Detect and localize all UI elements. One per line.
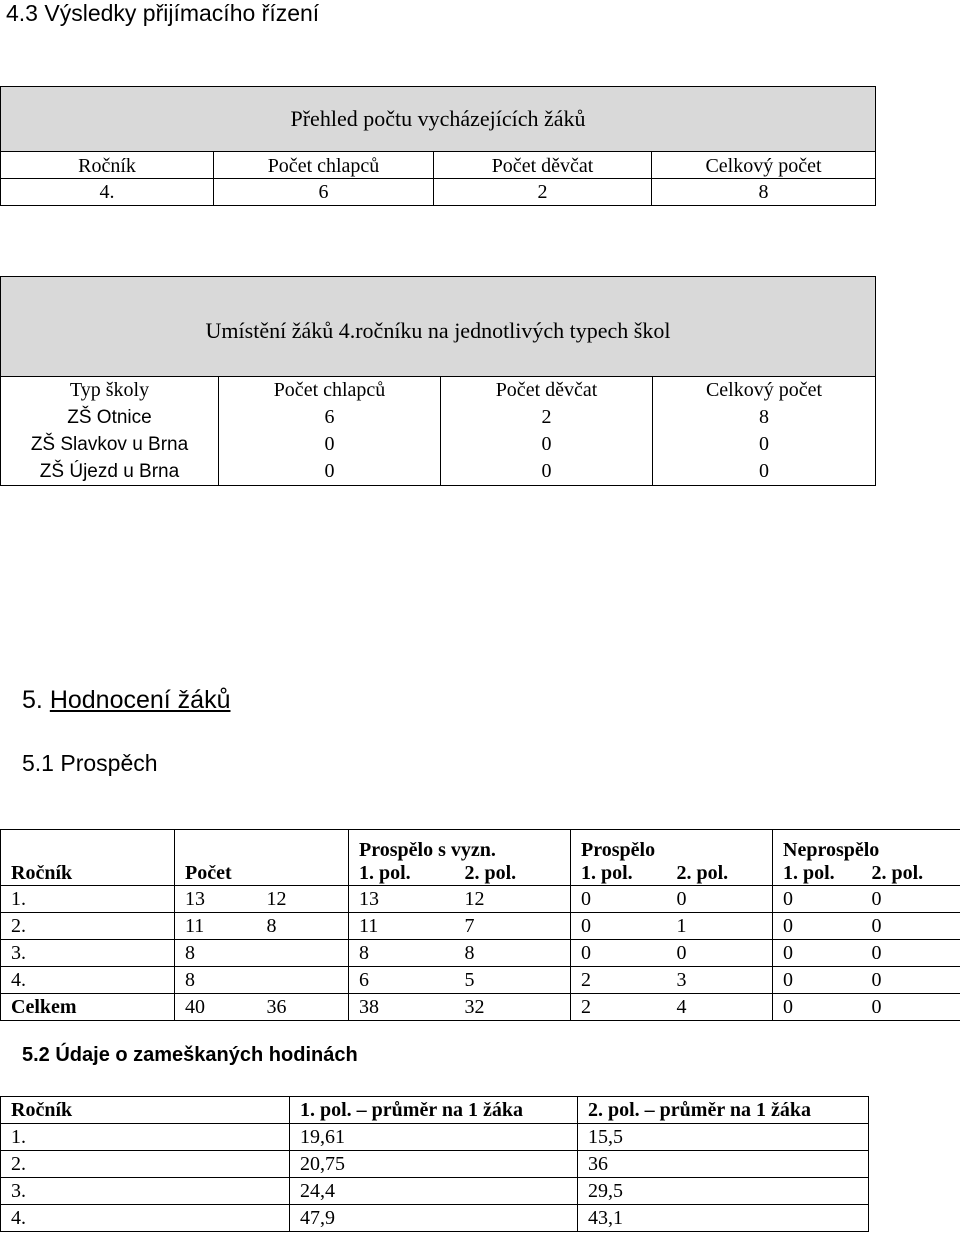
table-row [1,886,960,913]
cell-value: 0 [581,887,591,910]
cell-value [267,969,349,992]
cell [571,967,773,994]
column-header-group [773,830,960,886]
cell [773,913,960,940]
cell [349,994,571,1021]
column-header: Ročník [1,1097,290,1124]
cell-value: 36 [266,995,287,1018]
cell-value: 0 [783,887,793,910]
cell-value: 7 [464,914,475,937]
column-header: Typ školy [1,377,219,405]
column-header: 1. pol. – průměr na 1 žáka [290,1097,578,1124]
cell-value: 38 [359,995,379,1018]
cell: Celkem [1,994,175,1021]
cell: ZŠ Otnice [1,404,219,431]
cell-value: 8 [359,941,369,964]
cell: 20,75 [290,1151,578,1178]
cell: ZŠ Újezd u Brna [1,458,219,486]
group-title: Prospělo [581,839,656,861]
cell [349,940,571,967]
cell: 0 [219,458,441,486]
section-number: 5. [22,686,43,714]
section-heading-5-1: 5.1 Prospěch [22,750,158,776]
cell: 1. [1,886,175,913]
sub-header: 2. pol. [676,862,729,884]
cell-value: 8 [185,968,195,991]
cell [571,994,773,1021]
column-header: Ročník [1,152,214,179]
cell-value: 6 [359,968,369,991]
cell-value: 8 [266,914,277,937]
cell: 2. [1,913,175,940]
cell: 0 [441,431,653,458]
column-header: Počet chlapců [219,377,441,405]
cell: 1. [1,1124,290,1151]
cell-value: 2 [581,995,591,1018]
cell-value: 11 [359,914,379,937]
cell: 3. [1,940,175,967]
cell: 15,5 [578,1124,869,1151]
cell: 6 [214,179,434,206]
section-heading-5-2: 5.2 Údaje o zameškaných hodinách [22,1044,358,1066]
column-header: Počet děvčat [434,152,652,179]
cell: 8 [653,404,876,431]
cell: 2 [434,179,652,206]
cell: 8 [652,179,876,206]
cell [349,967,571,994]
section-title: Hodnocení žáků [49,686,231,714]
cell [571,913,773,940]
cell: 6 [219,404,441,431]
cell-value: 0 [676,887,687,910]
sub-header: 1. pol. [359,862,411,884]
cell [773,886,960,913]
cell-value: 0 [871,941,882,964]
cell-value: 5 [464,968,475,991]
cell [773,940,960,967]
table-row [1,967,960,994]
table-row [1,458,876,486]
sub-header: 1. pol. [783,862,835,884]
table-row [1,1205,869,1232]
cell: 0 [441,458,653,486]
table-row [1,404,876,431]
cell: 36 [578,1151,869,1178]
cell-value: 4 [676,995,687,1018]
column-header: Celkový počet [653,377,876,405]
cell: 4. [1,967,175,994]
cell-value: 0 [783,968,793,991]
cell-value: 0 [783,941,793,964]
cell-value: 0 [581,914,591,937]
table-title: Přehled počtu vycházejících žáků [1,87,876,152]
cell-value: 11 [185,914,205,937]
cell-value: 8 [185,941,195,964]
cell: 2. [1,1151,290,1178]
table-row [1,1178,869,1205]
table-row [1,179,876,206]
cell [175,913,349,940]
cell [175,967,349,994]
section-heading-5 [22,686,231,715]
cell: 19,61 [290,1124,578,1151]
cell: 0 [653,431,876,458]
column-header: 2. pol. – průměr na 1 žáka [578,1097,869,1124]
cell-value: 3 [676,968,687,991]
absence-table [0,1096,869,1232]
cell: 4. [1,179,214,206]
cell-value: 0 [783,914,793,937]
cell-value: 0 [871,887,882,910]
column-header: Počet chlapců [214,152,434,179]
cell: 3. [1,1178,290,1205]
cell: 0 [653,458,876,486]
placement-table [0,276,876,486]
table-row [1,1151,869,1178]
column-header-group [571,830,773,886]
column-header: Počet děvčat [441,377,653,405]
column-header: Ročník [1,830,175,886]
cell [175,886,349,913]
cell-value: 8 [464,941,475,964]
table-row [1,431,876,458]
cell-value: 32 [464,995,485,1018]
cell: ZŠ Slavkov u Brna [1,431,219,458]
cell [773,994,960,1021]
leaving-pupils-table [0,86,876,206]
cell-value: 2 [581,968,591,991]
cell-value: 0 [871,968,882,991]
column-header: Počet [175,830,349,886]
cell [175,994,349,1021]
cell [571,940,773,967]
cell [349,886,571,913]
cell: 47,9 [290,1205,578,1232]
cell: 4. [1,1205,290,1232]
table-row [1,1124,869,1151]
cell [773,967,960,994]
cell-value [267,942,349,965]
section-heading-4-3: 4.3 Výsledky přijímacího řízení [6,0,320,26]
cell-value: 40 [185,995,205,1018]
cell-value: 0 [871,995,882,1018]
cell-value: 13 [359,887,379,910]
sub-header: 1. pol. [581,862,633,884]
group-title: Prospělo s vyzn. [359,839,496,861]
cell-value: 0 [871,914,882,937]
cell-value: 12 [266,887,287,910]
sub-header: 2. pol. [871,862,924,884]
cell [175,940,349,967]
cell-value: 0 [581,941,591,964]
table-row [1,994,960,1021]
cell-value: 13 [185,887,205,910]
cell [349,913,571,940]
grades-table [0,829,960,1021]
cell: 24,4 [290,1178,578,1205]
table-row [1,940,960,967]
cell-value: 1 [676,914,687,937]
cell [571,886,773,913]
cell: 0 [219,431,441,458]
sub-header: 2. pol. [464,862,517,884]
column-header: Celkový počet [652,152,876,179]
cell-value: 0 [783,995,793,1018]
group-title: Neprospělo [783,839,880,861]
cell-value: 0 [676,941,687,964]
table-row [1,913,960,940]
cell: 2 [441,404,653,431]
cell: 43,1 [578,1205,869,1232]
table-title: Umístění žáků 4.ročníku na jednotlivých typech škol [1,277,876,377]
column-header-group [349,830,571,886]
cell: 29,5 [578,1178,869,1205]
cell-value: 12 [464,887,485,910]
